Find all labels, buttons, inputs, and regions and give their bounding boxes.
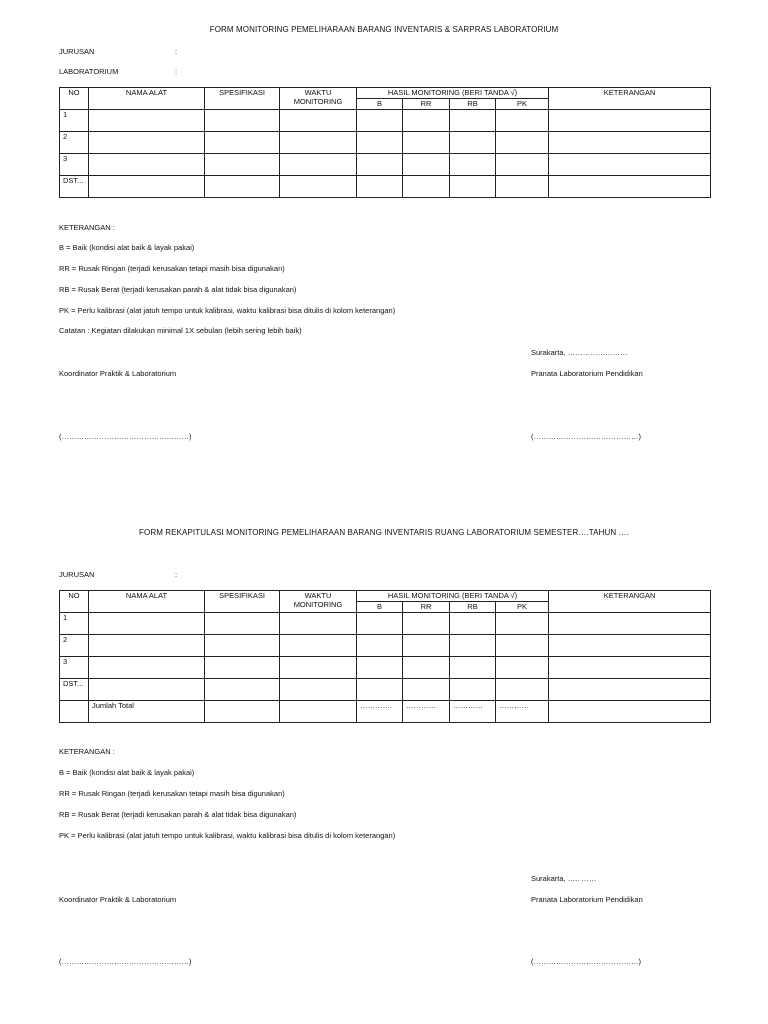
cell-waktu[interactable]: [280, 176, 357, 198]
form2-legend-heading: KETERANGAN :: [59, 747, 115, 756]
form1-legend-heading: KETERANGAN :: [59, 223, 115, 232]
header-rb: RB: [450, 99, 496, 110]
cell-keterangan[interactable]: [549, 635, 711, 657]
cell-nama-alat[interactable]: [89, 613, 205, 635]
header-hasil-monitoring: HASIL MONITORING (BERI TANDA √): [357, 88, 549, 99]
header-rb: RB: [450, 602, 496, 613]
cell-keterangan[interactable]: [549, 657, 711, 679]
cell-pk[interactable]: [496, 110, 549, 132]
cell-b[interactable]: [357, 657, 403, 679]
cell-rr[interactable]: [403, 110, 450, 132]
header-pk: PK: [496, 99, 549, 110]
header-nama-alat: NAMA ALAT: [89, 591, 205, 613]
header-waktu-monitoring: [280, 591, 357, 613]
cell-nama-alat[interactable]: [89, 176, 205, 198]
header-rr: RR: [403, 99, 450, 110]
cell-rr[interactable]: [403, 657, 450, 679]
cell-rr[interactable]: [403, 635, 450, 657]
cell-spesifikasi[interactable]: [205, 176, 280, 198]
form2-legend-b: B = Baik (kondisi alat baik & layak pakai): [59, 768, 195, 777]
table-row: [60, 657, 711, 679]
form1-field-jurusan-colon: :: [175, 47, 178, 56]
cell-rb[interactable]: [450, 110, 496, 132]
total-rb[interactable]: …………: [450, 701, 496, 723]
cell-rr[interactable]: [403, 613, 450, 635]
total-no-cell: [60, 701, 89, 723]
total-rr[interactable]: …………: [403, 701, 450, 723]
header-waktu-line2: MONITORING: [293, 97, 343, 106]
form2-right-role: Pranata Laboratorium Pendidikan: [531, 895, 643, 904]
header-waktu-monitoring: [280, 88, 357, 110]
row-number: 2: [60, 132, 89, 154]
form1-table: [59, 87, 711, 198]
cell-rb[interactable]: [450, 613, 496, 635]
form2-legend-rb: RB = Rusak Berat (terjadi kerusakan parah & alat tidak bisa digunakan): [59, 810, 297, 819]
header-pk: PK: [496, 602, 549, 613]
cell-waktu[interactable]: [280, 154, 357, 176]
table-row: [60, 679, 711, 701]
cell-spesifikasi[interactable]: [205, 657, 280, 679]
cell-nama-alat[interactable]: [89, 635, 205, 657]
form2-field-jurusan-label: JURUSAN: [59, 570, 95, 579]
form1-note: Catatan : Kegiatan dilakukan minimal 1X sebulan (lebih sering lebih baik): [59, 326, 302, 335]
cell-b[interactable]: [357, 679, 403, 701]
cell-waktu[interactable]: [280, 613, 357, 635]
header-waktu-line1: WAKTU: [304, 591, 332, 600]
row-number: 2: [60, 635, 89, 657]
cell-nama-alat[interactable]: [89, 679, 205, 701]
form1-field-jurusan-label: JURUSAN: [59, 47, 95, 56]
cell-spesifikasi[interactable]: [205, 110, 280, 132]
cell-b[interactable]: [357, 132, 403, 154]
row-number: DST...: [60, 679, 89, 701]
form2-right-signature-line: (……………………………………): [531, 957, 641, 966]
cell-pk[interactable]: [496, 176, 549, 198]
cell-pk[interactable]: [496, 132, 549, 154]
total-waktu-cell: [280, 701, 357, 723]
header-hasil-monitoring: HASIL MONITORING (BERI TANDA √): [357, 591, 549, 602]
form1-legend-b: B = Baik (kondisi alat baik & layak pakai): [59, 243, 195, 252]
cell-rr[interactable]: [403, 154, 450, 176]
cell-keterangan[interactable]: [549, 132, 711, 154]
form1-field-laboratorium-colon: :: [175, 67, 178, 76]
header-spesifikasi: SPESIFIKASI: [205, 591, 280, 613]
cell-nama-alat[interactable]: [89, 110, 205, 132]
cell-b[interactable]: [357, 154, 403, 176]
form2-place-date: Surakarta, ….. ……: [531, 874, 597, 883]
form1-right-role: Pranata Laboratorium Pendidikan: [531, 369, 643, 378]
header-waktu-line2: MONITORING: [293, 600, 343, 609]
cell-rr[interactable]: [403, 132, 450, 154]
cell-nama-alat[interactable]: [89, 657, 205, 679]
cell-b[interactable]: [357, 110, 403, 132]
row-number: 1: [60, 110, 89, 132]
header-b: B: [357, 602, 403, 613]
cell-waktu[interactable]: [280, 679, 357, 701]
cell-b[interactable]: [357, 176, 403, 198]
total-label: Jumlah Total: [89, 701, 205, 723]
form2-legend-rr: RR = Rusak Ringan (terjadi kerusakan tetapi masih bisa digunakan): [59, 789, 285, 798]
form1-legend-pk: PK = Perlu kalibrasi (alat jatuh tempo untuk kalibrasi, waktu kalibrasi bisa ditulis di kolom keterangan): [59, 306, 396, 315]
table-row: [60, 613, 711, 635]
form1-legend-rr: RR = Rusak Ringan (terjadi kerusakan tetapi masih bisa digunakan): [59, 264, 285, 273]
form1-left-role: Koordinator Praktik & Laboratorium: [59, 369, 177, 378]
form2-field-jurusan-colon: :: [175, 570, 178, 579]
cell-nama-alat[interactable]: [89, 132, 205, 154]
cell-rb[interactable]: [450, 154, 496, 176]
form1-right-signature-line: (……………………………………): [531, 432, 641, 441]
total-spesifikasi-cell: [205, 701, 280, 723]
cell-keterangan[interactable]: [549, 613, 711, 635]
cell-waktu[interactable]: [280, 657, 357, 679]
total-b[interactable]: ………….: [357, 701, 403, 723]
form1-place-date: Surakarta, ……………………: [531, 348, 628, 357]
form2-legend-pk: PK = Perlu kalibrasi (alat jatuh tempo untuk kalibrasi, waktu kalibrasi bisa ditulis di kolom keterangan): [59, 831, 396, 840]
form2-table: [59, 590, 711, 723]
cell-nama-alat[interactable]: [89, 154, 205, 176]
cell-keterangan[interactable]: [549, 679, 711, 701]
cell-pk[interactable]: [496, 613, 549, 635]
cell-b[interactable]: [357, 635, 403, 657]
cell-rb[interactable]: [450, 635, 496, 657]
header-keterangan: KETERANGAN: [549, 88, 711, 110]
cell-pk[interactable]: [496, 635, 549, 657]
cell-rr[interactable]: [403, 176, 450, 198]
header-keterangan: KETERANGAN: [549, 591, 711, 613]
cell-spesifikasi[interactable]: [205, 132, 280, 154]
cell-rb[interactable]: [450, 657, 496, 679]
row-number: DST...: [60, 176, 89, 198]
cell-rb[interactable]: [450, 132, 496, 154]
cell-keterangan[interactable]: [549, 154, 711, 176]
cell-rb[interactable]: [450, 176, 496, 198]
total-keterangan-cell: [549, 701, 711, 723]
total-pk[interactable]: …………: [496, 701, 549, 723]
form2-left-role: Koordinator Praktik & Laboratorium: [59, 895, 177, 904]
table-row: [60, 132, 711, 154]
form1-legend-rb: RB = Rusak Berat (terjadi kerusakan parah & alat tidak bisa digunakan): [59, 285, 297, 294]
table-row: [60, 154, 711, 176]
cell-pk[interactable]: [496, 154, 549, 176]
form1-field-laboratorium-label: LABORATORIUM: [59, 67, 119, 76]
cell-waktu[interactable]: [280, 110, 357, 132]
total-row: [60, 701, 711, 723]
form1-left-signature-line: (……………………………………………): [59, 432, 192, 441]
table-row: [60, 176, 711, 198]
cell-spesifikasi[interactable]: [205, 154, 280, 176]
form2-left-signature-line: (……………………………………………): [59, 957, 192, 966]
cell-waktu[interactable]: [280, 635, 357, 657]
header-waktu-line1: WAKTU: [304, 88, 332, 97]
header-nama-alat: NAMA ALAT: [89, 88, 205, 110]
header-spesifikasi: SPESIFIKASI: [205, 88, 280, 110]
cell-keterangan[interactable]: [549, 176, 711, 198]
cell-pk[interactable]: [496, 679, 549, 701]
row-number: 3: [60, 657, 89, 679]
cell-spesifikasi[interactable]: [205, 679, 280, 701]
cell-spesifikasi[interactable]: [205, 613, 280, 635]
form1-title: FORM MONITORING PEMELIHARAAN BARANG INVENTARIS & SARPRAS LABORATORIUM: [209, 25, 559, 34]
cell-pk[interactable]: [496, 657, 549, 679]
table-row: [60, 110, 711, 132]
header-b: B: [357, 99, 403, 110]
row-number: 3: [60, 154, 89, 176]
form2-title: FORM REKAPITULASI MONITORING PEMELIHARAAN BARANG INVENTARIS RUANG LABORATORIUM SEMESTER….TAHUN ….: [139, 528, 629, 537]
header-no: NO: [60, 88, 89, 110]
cell-rr[interactable]: [403, 679, 450, 701]
cell-b[interactable]: [357, 613, 403, 635]
table-row: [60, 635, 711, 657]
cell-waktu[interactable]: [280, 132, 357, 154]
row-number: 1: [60, 613, 89, 635]
cell-spesifikasi[interactable]: [205, 635, 280, 657]
cell-rb[interactable]: [450, 679, 496, 701]
cell-keterangan[interactable]: [549, 110, 711, 132]
header-no: NO: [60, 591, 89, 613]
header-rr: RR: [403, 602, 450, 613]
